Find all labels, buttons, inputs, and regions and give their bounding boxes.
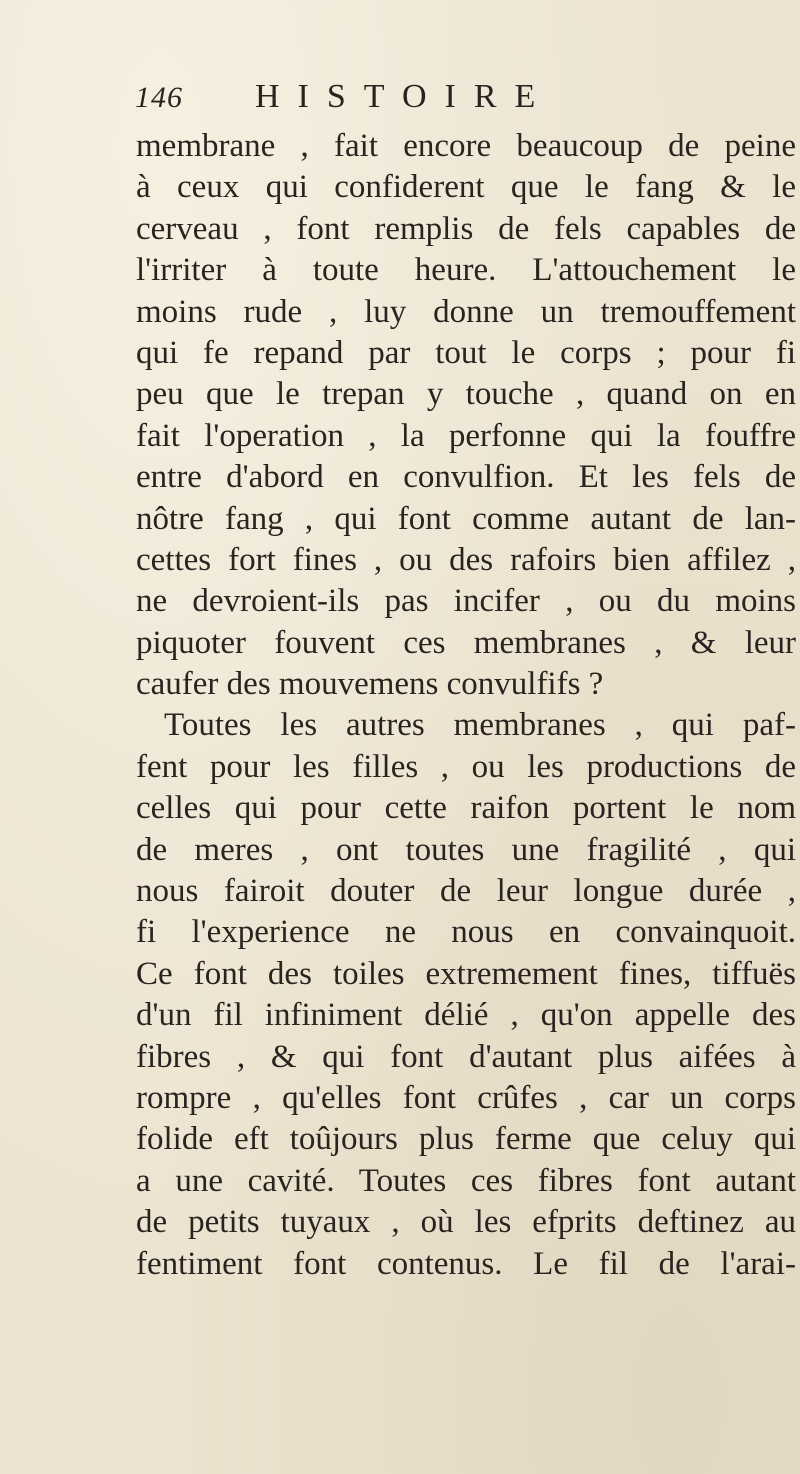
- text-line: nôtre fang , qui font comme autant de lan-: [136, 500, 796, 537]
- text-line: nous fairoit douter de leur longue durée ,: [136, 873, 796, 910]
- text-line: cettes fort fines , ou des rafoirs bien affilez ,: [136, 541, 796, 578]
- text-line: membrane , fait encore beaucoup de peine: [136, 128, 796, 164]
- text-line: qui fe repand par tout le corps ; pour fi: [136, 334, 796, 371]
- text-line: piquoter fouvent ces membranes , & leur: [136, 624, 796, 661]
- text-line: peu que le trepan y touche , quand on en: [136, 376, 796, 413]
- text-line: caufer des mouvemens convulfifs ?: [136, 666, 604, 703]
- text-line: ne devroient-ils pas incifer , ou du moins: [136, 583, 796, 620]
- running-title: HISTOIRE: [255, 78, 554, 115]
- text-line: fibres , & qui font d'autant plus aifées à: [136, 1038, 796, 1075]
- text-line: fentiment font contenus. Le fil de l'arai-: [136, 1245, 796, 1282]
- text-line: folide eft toûjours plus ferme que celuy qui: [136, 1121, 796, 1158]
- text-line: rompre , qu'elles font crûfes , car un corps: [136, 1079, 796, 1116]
- paragraph-1: [136, 126, 796, 705]
- text-line: cerveau , font remplis de fels capables de: [136, 210, 796, 247]
- text-line: moins rude , luy donne un tremouffement: [136, 293, 796, 330]
- text-line: fait l'operation , la perfonne qui la fouffre: [136, 417, 796, 454]
- text-line: fi l'experience ne nous en convainquoit.: [136, 914, 796, 951]
- paragraph-2: [136, 705, 796, 1284]
- text-line: entre d'abord en convulfion. Et les fels de: [136, 459, 796, 496]
- body-text: [136, 126, 796, 1285]
- text-line: l'irriter à toute heure. L'attouchement le: [136, 252, 796, 289]
- text-line: d'un fil infiniment délié , qu'on appelle des: [136, 997, 796, 1034]
- page-header: [135, 78, 695, 118]
- text-line: de petits tuyaux , où les efprits deftinez au: [136, 1204, 796, 1241]
- text-line: de meres , ont toutes une fragilité , qui: [136, 831, 796, 868]
- text-line: fent pour les filles , ou les productions de: [136, 748, 796, 785]
- text-line: à ceux qui confiderent que le fang & le: [136, 169, 796, 206]
- text-line: a une cavité. Toutes ces fibres font autant: [136, 1162, 796, 1199]
- text-line: Toutes les autres membranes , qui paf-: [164, 707, 796, 744]
- text-line: celles qui pour cette raifon portent le nom: [136, 790, 796, 827]
- page-number: 146: [135, 81, 183, 114]
- text-line: Ce font des toiles extremement fines, tiffuës: [136, 955, 796, 992]
